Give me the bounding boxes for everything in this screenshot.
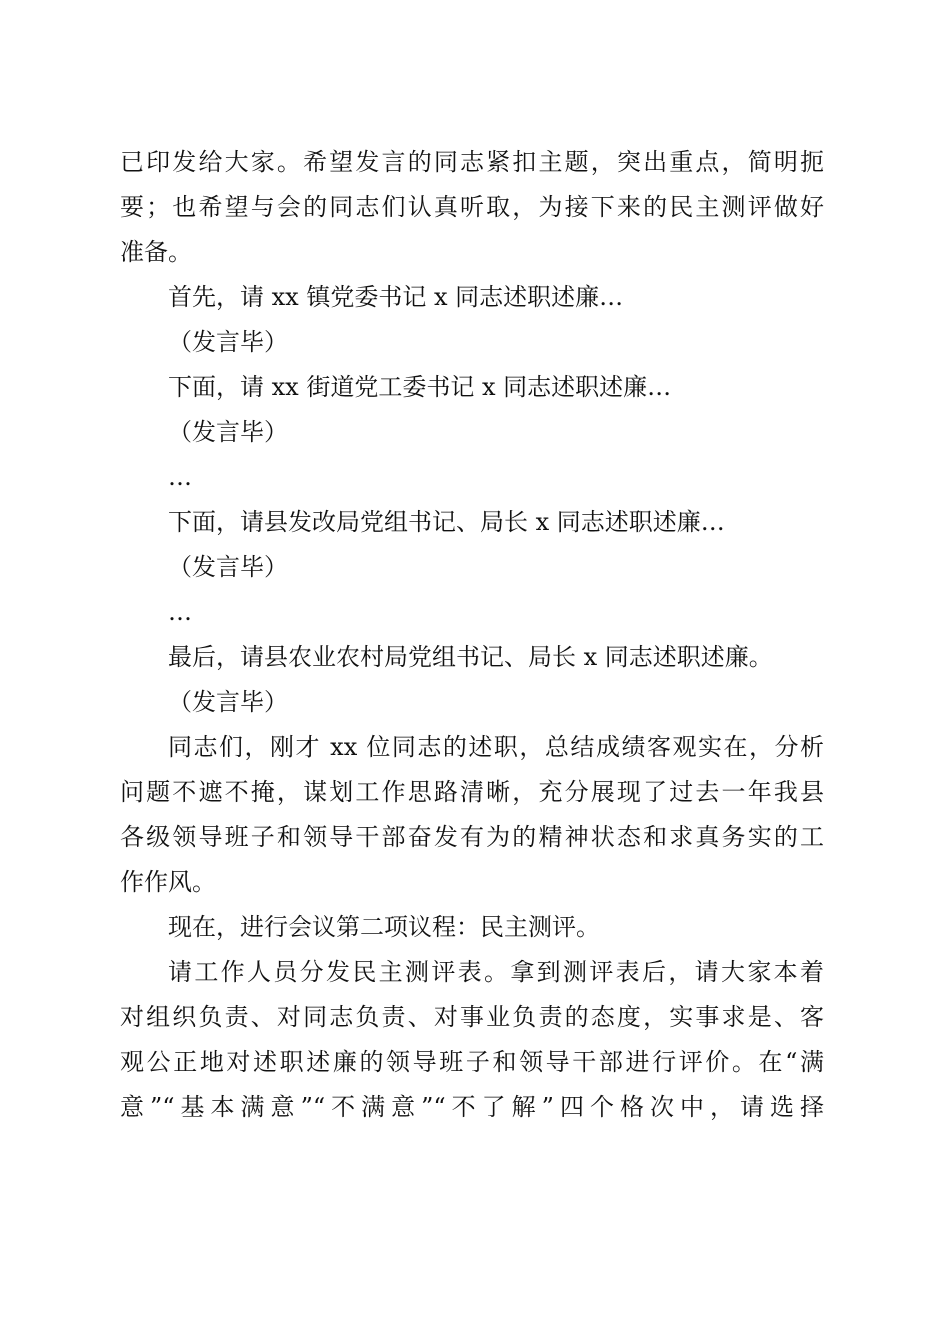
paragraph-line: 已印发给大家。希望发言的同志紧扣主题，突出重点，简明扼 [120, 148, 824, 176]
paragraph-line: 最后，请县农业农村局党组书记、局长 x 同志述职述廉。 [168, 643, 773, 671]
paragraph-line: 对组织负责、对同志负责、对事业负责的态度，实事求是、客 [120, 1003, 824, 1031]
paragraph-line: 下面，请 xx 街道党工委书记 x 同志述职述廉… [168, 373, 672, 401]
paragraph-line: 要；也希望与会的同志们认真听取，为接下来的民主测评做好 [120, 193, 824, 221]
document-body [120, 140, 824, 1130]
paragraph-line: 作作风。 [120, 868, 216, 896]
paragraph-line: 意”“基本满意”“不满意”“不了解”四个格次中，请选择 [120, 1093, 824, 1121]
paragraph-line: 下面，请县发改局党组书记、局长 x 同志述职述廉… [168, 508, 725, 536]
paragraph-line: （发言毕） [168, 688, 288, 716]
paragraph-line: （发言毕） [168, 553, 288, 581]
paragraph-line: 问题不遮不掩，谋划工作思路清晰，充分展现了过去一年我县 [120, 778, 824, 806]
paragraph-line: … [168, 463, 192, 491]
paragraph-line: 请工作人员分发民主测评表。拿到测评表后，请大家本着 [168, 958, 824, 986]
paragraph-line: 各级领导班子和领导干部奋发有为的精神状态和求真务实的工 [120, 823, 824, 851]
paragraph-line: 同志们，刚才 xx 位同志的述职，总结成绩客观实在，分析 [168, 733, 824, 761]
paragraph-line: （发言毕） [168, 328, 288, 356]
paragraph-line: … [168, 598, 192, 626]
paragraph-line: 准备。 [120, 238, 192, 266]
paragraph-line: 首先，请 xx 镇党委书记 x 同志述职述廉… [168, 283, 624, 311]
paragraph-line: 观公正地对述职述廉的领导班子和领导干部进行评价。在“满 [120, 1048, 824, 1076]
paragraph-line: 现在，进行会议第二项议程：民主测评。 [168, 913, 600, 941]
paragraph-line: （发言毕） [168, 418, 288, 446]
